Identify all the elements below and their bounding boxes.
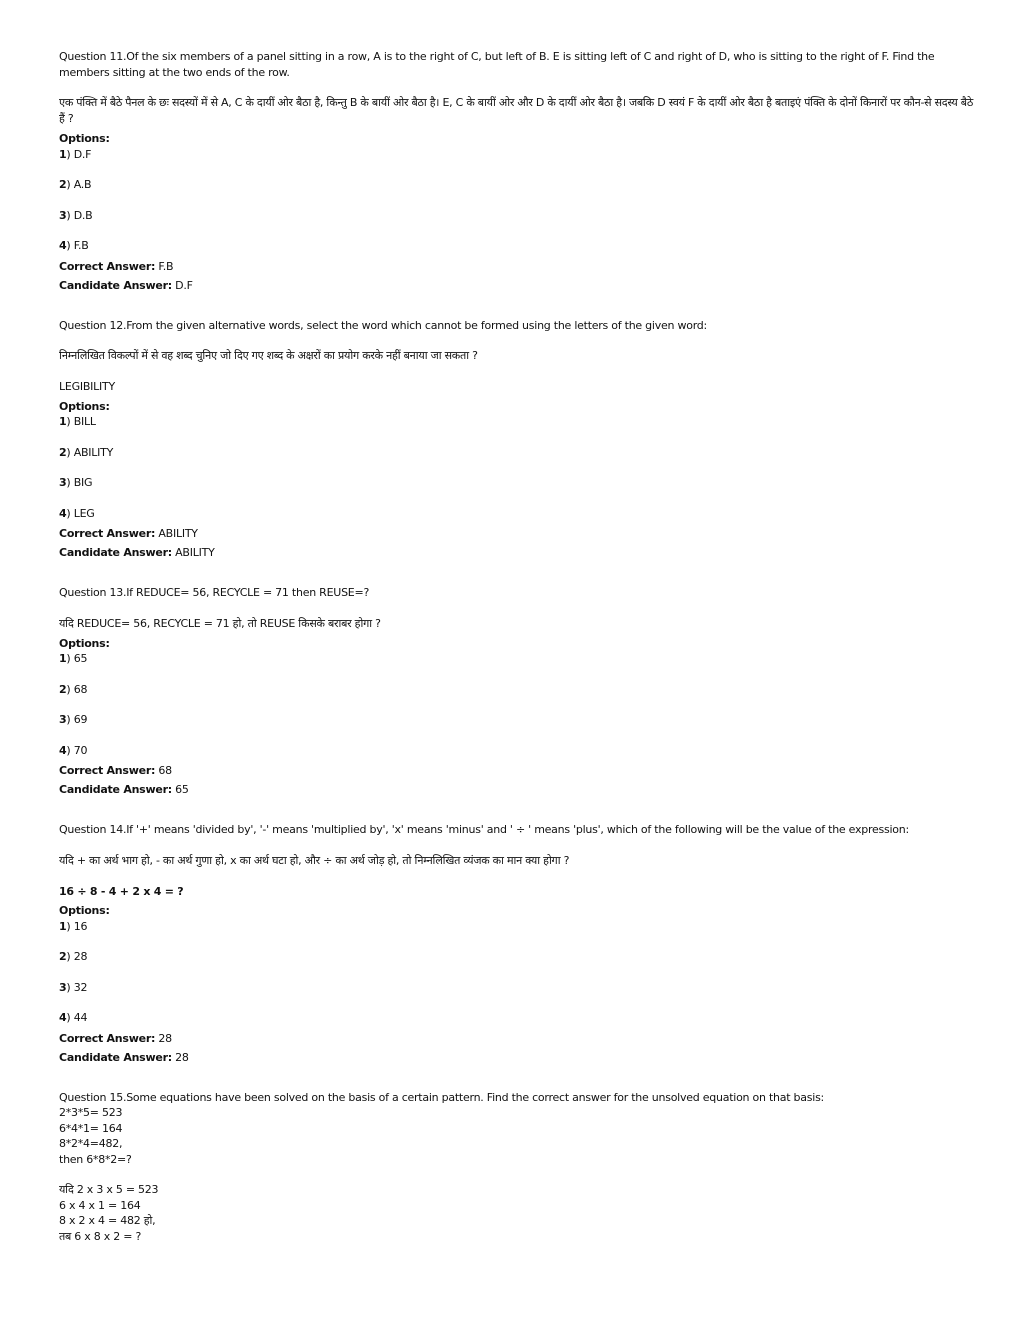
question-11 (59, 49, 979, 295)
given-word: LEGIBILITY (59, 380, 115, 393)
candidate-answer: Candidate Answer: 65 (59, 783, 189, 796)
option-4: 4) 44 (59, 1011, 88, 1024)
correct-answer: Correct Answer: 28 (59, 1031, 172, 1045)
question-text: Question 15.Some equations have been solved on the basis of a certain pattern. Find the correct answer for the unsolved equation on that basis: (59, 1090, 825, 1104)
equation-line: 8*2*4=482, (59, 1137, 123, 1150)
equation-line: 2*3*5= 523 (59, 1106, 123, 1119)
option-1: 1) 16 (59, 919, 88, 933)
equation-line-hindi: 6 x 4 x 1 = 164 (59, 1198, 141, 1212)
question-12 (59, 318, 979, 563)
option-3: 3) 69 (59, 713, 88, 726)
candidate-answer: Candidate Answer: ABILITY (59, 546, 215, 559)
question-text: Question 13.If REDUCE= 56, RECYCLE = 71 then REUSE=? (59, 586, 370, 599)
expression: 16 ÷ 8 - 4 + 2 x 4 = ? (59, 884, 184, 898)
option-3: 3) D.B (59, 208, 93, 222)
correct-answer: Correct Answer: F.B (59, 259, 174, 273)
equation-line-hindi: यदि 2 x 3 x 5 = 523 (59, 1183, 159, 1196)
question-14 (59, 822, 979, 1067)
options-label: Options: (59, 399, 110, 413)
equation-line-hindi: 8 x 2 x 4 = 482 हो, (59, 1214, 156, 1227)
candidate-answer: Candidate Answer: D.F (59, 278, 193, 292)
question-text: Question 12.From the given alternative words, select the word which cannot be formed using the letters of the given word: (59, 318, 707, 332)
option-2: 2) A.B (59, 178, 92, 191)
question-text: Question 14.If '+' means 'divided by', '-' means 'multiplied by', 'x' means 'minus' and ' ÷ ' means 'plus', which of the following will be the value of the expression: (59, 823, 909, 836)
option-1: 1) BILL (59, 415, 96, 428)
option-4: 4) LEG (59, 506, 95, 520)
options-label: Options: (59, 904, 110, 917)
correct-answer: Correct Answer: 68 (59, 764, 172, 777)
question-text-hindi: एक पंक्ति में बैठे पैनल के छः सदस्यों में से A, C के दायीं ओर बैठा है, किन्तु B के बायीं ओर बैठा है। E, C के बायीं ओर और D के दायीं ओर बैठा है। जबकि D स्वयं F के दायीं ओर बैठा है बताइएं पंक्ति के दोनों किनारों पर कौन-से सदस्य बैठे हैं ? (59, 96, 973, 125)
equation-line-hindi: तब 6 x 8 x 2 = ? (59, 1229, 142, 1243)
options-label: Options: (59, 636, 110, 650)
equation-line: then 6*8*2=? (59, 1152, 132, 1166)
options-label: Options: (59, 132, 110, 145)
question-text-hindi: यदि + का अर्थ भाग हो, - का अर्थ गुणा हो, x का अर्थ घटा हो, और ÷ का अर्थ जोड़ हो, तो निम्नलिखित व्यंजक का मान क्या होगा ? (59, 853, 570, 867)
question-15 (59, 1090, 979, 1245)
option-3: 3) 32 (59, 980, 88, 994)
question-text: Question 11.Of the six members of a panel sitting in a row, A is to the right of C, but left of B. E is sitting left of C and right of D, who is sitting to the right of F. Find the members sitting at the two ends of the row. (59, 50, 935, 79)
question-13 (59, 585, 979, 799)
option-2: 2) ABILITY (59, 445, 114, 459)
question-text-hindi: यदि REDUCE= 56, RECYCLE = 71 हो, तो REUSE किसके बराबर होगा ? (59, 616, 381, 630)
option-4: 4) F.B (59, 239, 89, 252)
correct-answer: Correct Answer: ABILITY (59, 527, 198, 540)
option-1: 1) D.F (59, 147, 92, 161)
option-3: 3) BIG (59, 476, 93, 489)
option-4: 4) 70 (59, 743, 88, 757)
option-1: 1) 65 (59, 652, 88, 665)
option-2: 2) 68 (59, 682, 88, 696)
candidate-answer: Candidate Answer: 28 (59, 1050, 189, 1064)
option-2: 2) 28 (59, 950, 88, 963)
question-text-hindi: निम्नलिखित विकल्पों में से वह शब्द चुनिए जो दिए गए शब्द के अक्षरों का प्रयोग करके नहीं बनाया जा सकता ? (59, 349, 478, 362)
equation-line: 6*4*1= 164 (59, 1121, 123, 1135)
